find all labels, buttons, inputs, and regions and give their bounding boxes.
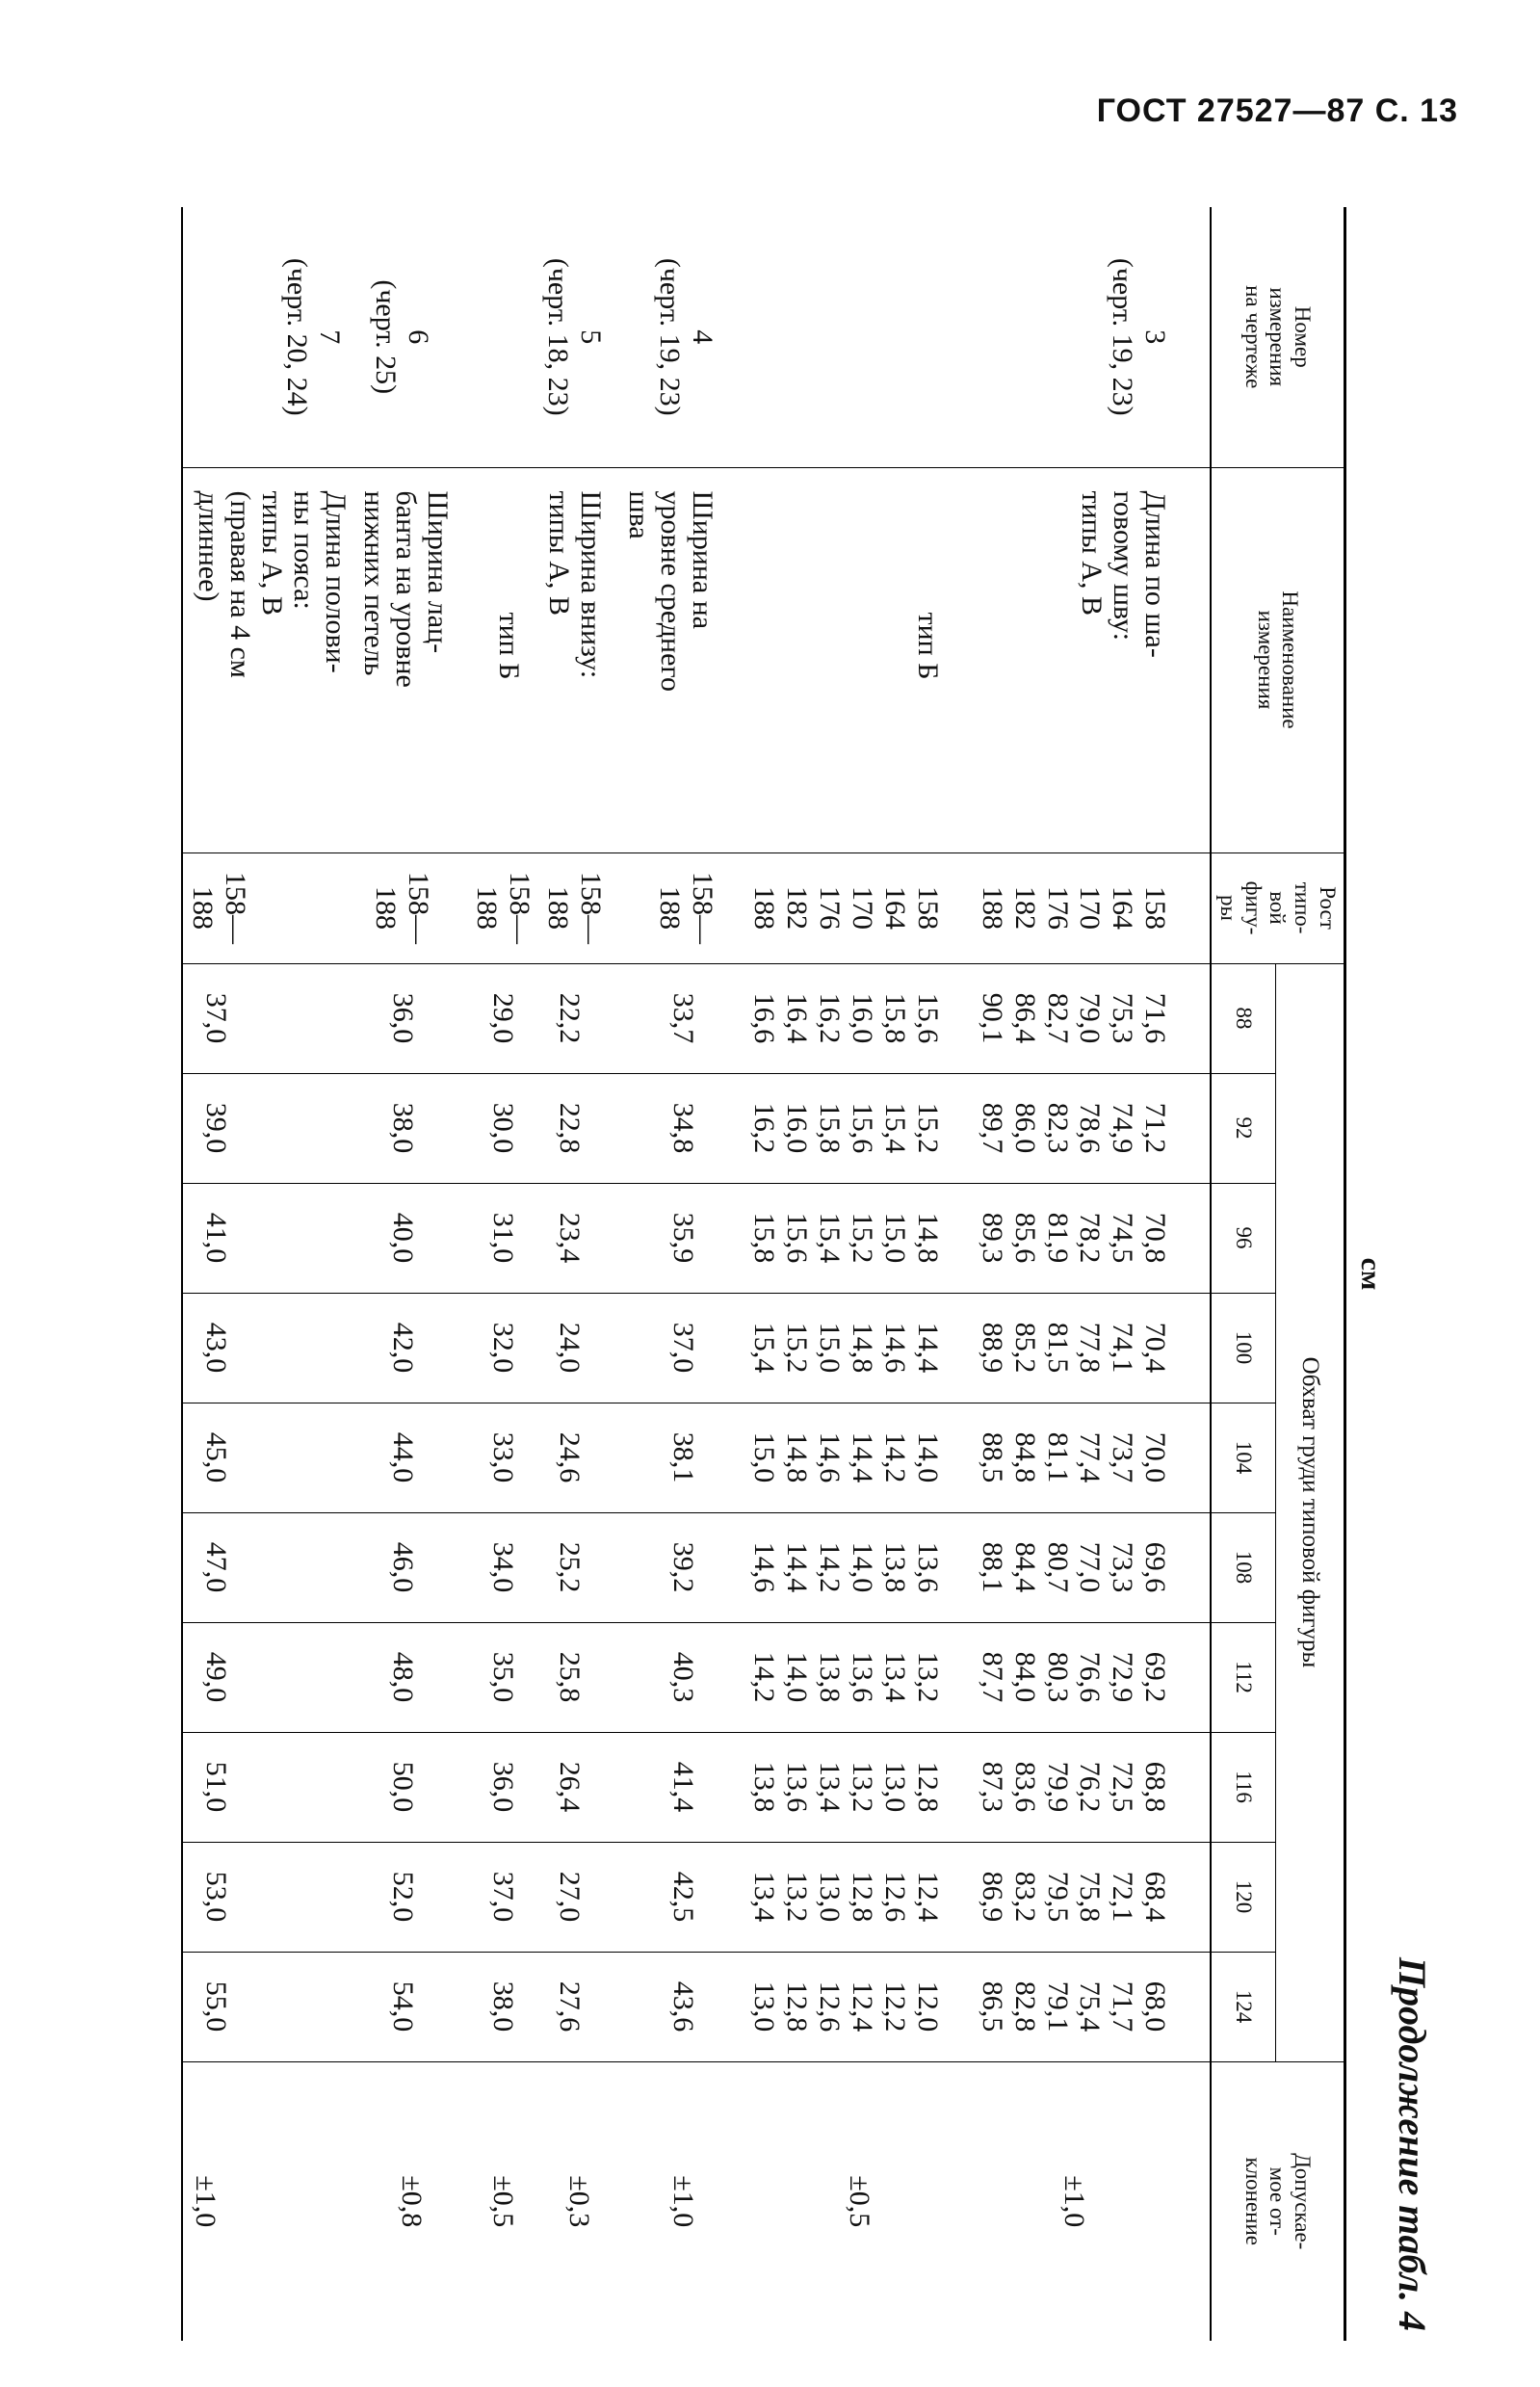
measure-name: Длина по ша- говому шву: типы А, В (973, 467, 1211, 852)
height-cell: 158— 188 (620, 852, 745, 963)
value-cell: 29,0 (467, 963, 538, 1073)
value-cell: 26,4 (538, 1732, 620, 1842)
value-cell: 13,6 13,8 14,0 14,2 14,4 14,6 (745, 1512, 973, 1622)
measure-name: Ширина внизу: типы А, В (538, 467, 620, 852)
measure-number (745, 207, 973, 467)
header-tolerance: Допускае- мое от- клонение (1211, 2061, 1344, 2341)
page-header: ГОСТ 27527—87 С. 13 (1096, 92, 1458, 129)
value-cell: 40,3 (620, 1622, 745, 1732)
value-cell: 15,6 15,8 16,0 16,2 16,4 16,6 (745, 963, 973, 1073)
value-cell: 39,0 (182, 1073, 355, 1183)
girth-108: 108 (1211, 1512, 1275, 1622)
value-cell: 27,6 (538, 1952, 620, 2061)
value-cell: 32,0 (467, 1293, 538, 1403)
value-cell: 33,7 (620, 963, 745, 1073)
tolerance-cell: ±0,5 (467, 2061, 538, 2341)
measure-name: тип Б (745, 467, 973, 852)
value-cell: 30,0 (467, 1073, 538, 1183)
value-cell: 41,4 (620, 1732, 745, 1842)
value-cell: 24,0 (538, 1293, 620, 1403)
header-number: Номер измерения на чертеже (1211, 207, 1344, 467)
value-cell: 68,0 71,7 75,4 79,1 82,8 86,5 (973, 1952, 1211, 2061)
value-cell: 70,0 73,7 77,4 81,1 84,8 88,5 (973, 1403, 1211, 1512)
value-cell: 70,8 74,5 78,2 81,9 85,6 89,3 (973, 1183, 1211, 1293)
measurement-table (181, 207, 1346, 2341)
value-cell: 44,0 (355, 1403, 467, 1512)
value-cell: 47,0 (182, 1512, 355, 1622)
tolerance-cell: ±0,3 (538, 2061, 620, 2341)
measure-number: 4 (черт. 19, 23) (653, 257, 718, 416)
header-girth: Обхват груди типовой фигуры (1275, 963, 1344, 2061)
measure-number: 3 (черт. 19, 23) (1107, 257, 1172, 416)
value-cell: 68,8 72,5 76,2 79,9 83,6 87,3 (973, 1732, 1211, 1842)
value-cell: 48,0 (355, 1622, 467, 1732)
value-cell: 69,6 73,3 77,0 80,7 84,4 88,1 (973, 1512, 1211, 1622)
girth-120: 120 (1211, 1842, 1275, 1952)
value-cell: 12,4 12,6 12,8 13,0 13,2 13,4 (745, 1842, 973, 1952)
value-cell: 40,0 (355, 1183, 467, 1293)
girth-104: 104 (1211, 1403, 1275, 1512)
measure-number: 7 (черт. 20, 24) (182, 207, 355, 467)
value-cell: 25,2 (538, 1512, 620, 1622)
height-cell: 158 164 170 176 182 188 (973, 852, 1211, 963)
value-cell: 27,0 (538, 1842, 620, 1952)
value-cell: 22,2 (538, 963, 620, 1073)
value-cell: 12,0 12,2 12,4 12,6 12,8 13,0 (745, 1952, 973, 2061)
tolerance-cell: ±1,0 (620, 2061, 745, 2341)
value-cell: 12,8 13,0 13,2 13,4 13,6 13,8 (745, 1732, 973, 1842)
value-cell: 70,4 74,1 77,8 81,5 85,2 88,9 (973, 1293, 1211, 1403)
value-cell: 35,9 (620, 1183, 745, 1293)
value-cell: 38,0 (355, 1073, 467, 1183)
value-cell: 15,2 15,4 15,6 15,8 16,0 16,2 (745, 1073, 973, 1183)
measure-name: Длина полови- ны пояса: типы А, В (правая на 4 см длиннее) (182, 467, 355, 852)
value-cell: 45,0 (182, 1403, 355, 1512)
height-cell: 158— 188 (538, 852, 620, 963)
value-cell: 38,0 (467, 1952, 538, 2061)
value-cell: 38,1 (620, 1403, 745, 1512)
table-row (182, 207, 355, 2341)
measure-number (467, 207, 538, 467)
girth-100: 100 (1211, 1293, 1275, 1403)
value-cell: 34,0 (467, 1512, 538, 1622)
table-row (973, 207, 1211, 2341)
value-cell: 33,0 (467, 1403, 538, 1512)
table-caption: Продолжение табл. 4 (1391, 1956, 1434, 2331)
unit-label: см (1355, 1257, 1387, 1291)
value-cell: 68,4 72,1 75,8 79,5 83,2 86,9 (973, 1842, 1211, 1952)
height-cell: 158— 188 (182, 852, 355, 963)
value-cell: 71,6 75,3 79,0 82,7 86,4 90,1 (973, 963, 1211, 1073)
table-row (745, 207, 973, 2341)
value-cell: 52,0 (355, 1842, 467, 1952)
value-cell: 43,6 (620, 1952, 745, 2061)
value-cell: 50,0 (355, 1732, 467, 1842)
measure-name: Ширина на уровне среднего шва (620, 467, 745, 852)
value-cell: 71,2 74,9 78,6 82,3 86,0 89,7 (973, 1073, 1211, 1183)
value-cell: 39,2 (620, 1512, 745, 1622)
value-cell: 37,0 (182, 963, 355, 1073)
measure-number: 5 (черт. 18, 23) (541, 257, 607, 416)
rotated-table-block (187, 207, 1435, 2341)
value-cell: 24,6 (538, 1403, 620, 1512)
girth-96: 96 (1211, 1183, 1275, 1293)
value-cell: 54,0 (355, 1952, 467, 2061)
table-row (620, 207, 745, 2341)
value-cell: 13,2 13,4 13,6 13,8 14,0 14,2 (745, 1622, 973, 1732)
value-cell: 14,0 14,2 14,4 14,6 14,8 15,0 (745, 1403, 973, 1512)
table-row (467, 207, 538, 2341)
girth-112: 112 (1211, 1622, 1275, 1732)
header-height: Рост типо- вой фигу- ры (1211, 852, 1344, 963)
value-cell: 14,4 14,6 14,8 15,0 15,2 15,4 (745, 1293, 973, 1403)
tolerance-cell: ±1,0 (973, 2061, 1211, 2341)
value-cell: 51,0 (182, 1732, 355, 1842)
value-cell: 42,5 (620, 1842, 745, 1952)
measure-number: 6 (черт. 25) (370, 279, 434, 395)
value-cell: 14,8 15,0 15,2 15,4 15,6 15,8 (745, 1183, 973, 1293)
value-cell: 53,0 (182, 1842, 355, 1952)
value-cell: 23,4 (538, 1183, 620, 1293)
girth-116: 116 (1211, 1732, 1275, 1842)
height-cell: 158— 188 (467, 852, 538, 963)
table-row (538, 207, 620, 2341)
value-cell: 69,2 72,9 76,6 80,3 84,0 87,7 (973, 1622, 1211, 1732)
value-cell: 31,0 (467, 1183, 538, 1293)
value-cell: 36,0 (355, 963, 467, 1073)
value-cell: 37,0 (467, 1842, 538, 1952)
header-name: Наименование измерения (1211, 467, 1344, 852)
value-cell: 34,8 (620, 1073, 745, 1183)
value-cell: 42,0 (355, 1293, 467, 1403)
girth-88: 88 (1211, 963, 1275, 1073)
measure-name: Ширина лац- банта на уровне нижних петель (355, 467, 467, 852)
measure-name: тип Б (467, 467, 538, 852)
table-row (355, 207, 467, 2341)
value-cell: 41,0 (182, 1183, 355, 1293)
value-cell: 49,0 (182, 1622, 355, 1732)
tolerance-cell: ±1,0 (182, 2061, 355, 2341)
value-cell: 37,0 (620, 1293, 745, 1403)
tolerance-cell: ±0,8 (355, 2061, 467, 2341)
height-cell: 158 164 170 176 182 188 (745, 852, 973, 963)
value-cell: 43,0 (182, 1293, 355, 1403)
value-cell: 22,8 (538, 1073, 620, 1183)
value-cell: 25,8 (538, 1622, 620, 1732)
girth-124: 124 (1211, 1952, 1275, 2061)
tolerance-cell: ±0,5 (745, 2061, 973, 2341)
value-cell: 36,0 (467, 1732, 538, 1842)
value-cell: 55,0 (182, 1952, 355, 2061)
girth-92: 92 (1211, 1073, 1275, 1183)
value-cell: 46,0 (355, 1512, 467, 1622)
value-cell: 35,0 (467, 1622, 538, 1732)
height-cell: 158— 188 (355, 852, 467, 963)
